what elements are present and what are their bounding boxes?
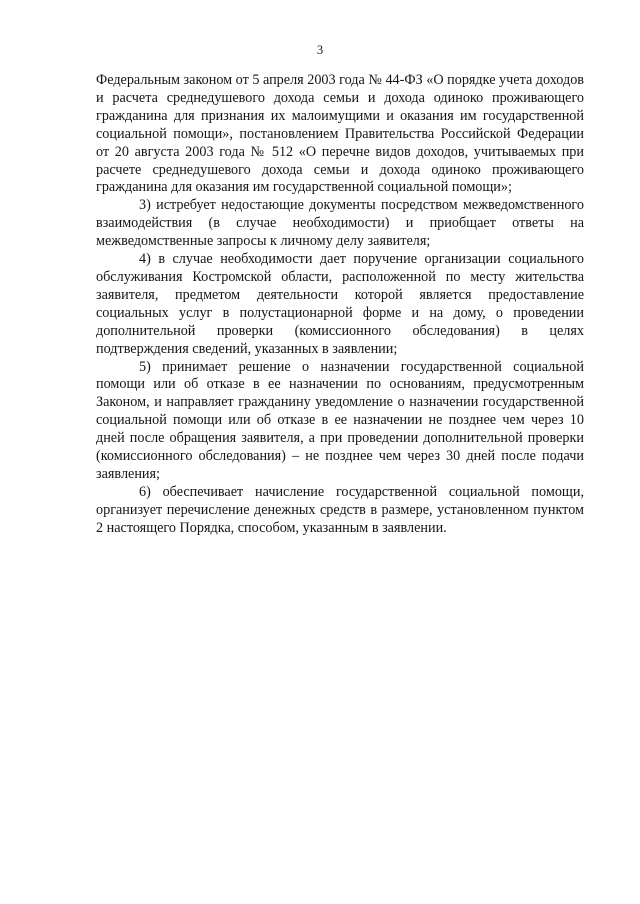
paragraph-continuation: Федеральным законом от 5 апреля 2003 года № 44-ФЗ «О порядке учета доходов и расчета среднедушевого дохода семьи и дохода одиноко проживающего гражданина для признания их малоимущими и оказания им государственной социальной помощи», постановлением Правительства Российской Федерации от 20 августа 2003 года № 512 «О перечне видов доходов, учитываемых при расчете среднедушевого дохода семьи и дохода одиноко проживающего гражданина для оказания им государственной социальной помощи»; [96,72,584,196]
paragraph-item-6: 6) обеспечивает начисление государственной социальной помощи, организует перечисление денежных средств в размере, установленном пунктом 2 настоящего Порядка, способом, указанным в заявлении. [96,483,584,536]
page-number: 3 [316,43,324,57]
paragraph-item-5: 5) принимает решение о назначении государственной социальной помощи или об отказе в ее назначении по основаниям, предусмотренным Законом, и направляет гражданину уведомление о назначении государственной социальной помощи или об отказе в ее назначении не позднее чем через 10 дней после обращения заявителя, а при проведении дополнительной проверки (комиссионного обследования) – не позднее чем через 30 дней после подачи заявления; [96,358,584,482]
paragraph-item-3: 3) истребует недостающие документы посредством межведомственного взаимодействия (в случае необходимости) и приобщает ответы на межведомственные запросы к личному делу заявителя; [96,197,584,250]
document-body [96,72,584,538]
paragraph-item-4: 4) в случае необходимости дает поручение организации социального обслуживания Костромской области, расположенной по месту жительства заявителя, предметом деятельности которой является предоставление социальных услуг в полустационарной форме и на дому, о проведении дополнительной проверки (комиссионного обследования) в целях подтверждения сведений, указанных в заявлении; [96,251,584,357]
